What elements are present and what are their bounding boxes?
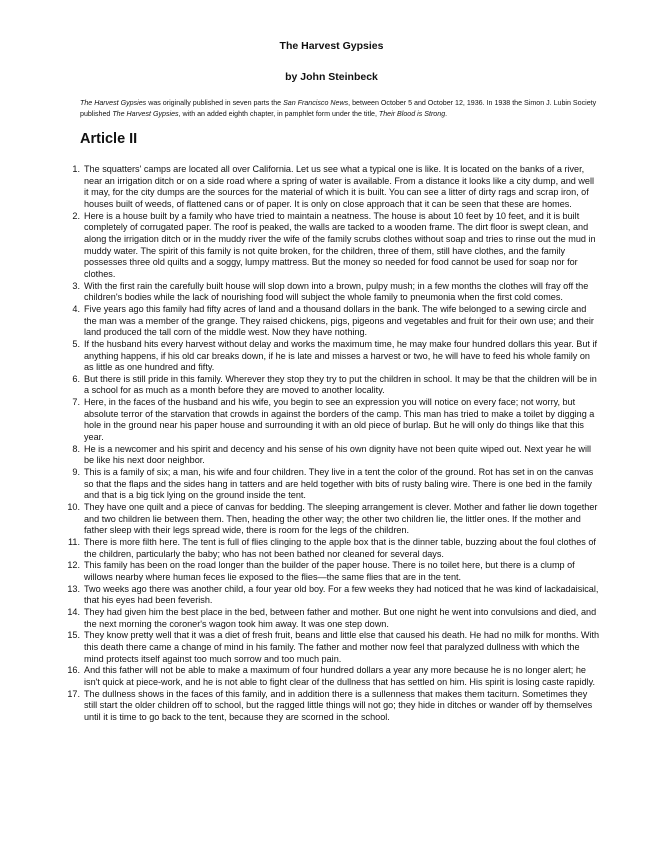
paragraph-number: 13. <box>67 583 80 594</box>
numbered-paragraph <box>60 665 600 688</box>
intro-italic-pamphlet-title: Their Blood is Strong <box>378 109 446 118</box>
numbered-paragraph <box>60 304 600 339</box>
paragraph-number: 17. <box>67 688 80 699</box>
paragraph-text: This is a family of six; a man, his wife and four children. They live in a tent the color of the ground. Rot has set in on the canvas so that the flaps and the sides hang in tatters and are held together with bits of rusty baling wire. There is one bed in the family and that is a big tick lying on the ground inside the tent. <box>84 467 594 501</box>
paragraph-number: 1. <box>72 164 80 174</box>
paragraph-number: 14. <box>67 606 80 617</box>
intro-text: , with an added eighth chapter, in pamphlet form under the title, <box>178 109 379 118</box>
intro-italic-title: The Harvest Gypsies <box>112 109 179 118</box>
numbered-paragraph <box>60 281 600 304</box>
paragraph-number: 11. <box>68 537 80 547</box>
numbered-paragraph <box>60 630 600 665</box>
paragraph-text: Five years ago this family had fifty acres of land and a thousand dollars in the bank. The wife belonged to a sewing circle and the man was a member of the grange. They raised chickens, pigs, pigeons and vegetables and fruit for their own use; and their land produced the tall corn of the middle west. Now they have nothing. <box>84 303 594 338</box>
paragraph-text: They had given him the best place in the bed, between father and mother. But one night he went into convulsions and died, and the next morning the coroner's wagon took him away. It was one step down. <box>84 606 597 629</box>
paragraph-number: 10. <box>67 502 80 513</box>
numbered-paragraph <box>60 211 600 281</box>
numbered-paragraph <box>60 560 600 583</box>
intro-text: , between October 5 and October 12, 1936. In 1938 the Simon J. Lubin Society published <box>80 99 597 118</box>
numbered-paragraph <box>60 537 600 560</box>
numbered-paragraph-list <box>60 164 600 724</box>
paragraph-text: This family has been on the road longer than the builder of the paper house. There is no toilet here, but there is a clump of willows nearby where human feces lie exposed to the flies—the same flies that are in the tent. <box>84 560 575 582</box>
paragraph-text: With the first rain the carefully built house will slop down into a brown, pulpy mush; in a few months the clothes will fray off the children's bodies while the lack of nourishing food will subject the whole family to pneumonia when the first cold comes. <box>84 280 589 303</box>
paragraph-text: The squatters' camps are located all over California. Let us see what a typical one is like. It is located on the banks of a river, near an irrigation ditch or on a side road where a spring of water is available. From a distance it looks like a city dump, and well it may, for the city dumps are the sources for the material of which it is built. You can see a litter of dirty rags and scrap iron, of houses built of weeds, of flattened cans or of paper. It is only on close approach that it can be seen that these are homes. <box>84 164 595 209</box>
paragraph-number: 7. <box>72 397 80 408</box>
paragraph-text: The dullness shows in the faces of this family, and in addition there is a sullenness that makes them taciturn. Sometimes they still start the older children off to school, but the ragged little things will not go; they hide in ditches or wander off by themselves until it is time to go back to the tent, because they are scorned in the school. <box>84 688 593 722</box>
numbered-paragraph <box>60 607 600 630</box>
intro-text: was originally published in seven parts the <box>146 99 284 107</box>
paragraph-text: Two weeks ago there was another child, a four year old boy. For a few weeks they had noticed that he was kind of lackadaisical, that his eyes had been feverish. <box>84 583 599 606</box>
numbered-paragraph <box>60 397 600 444</box>
intro-text: . <box>445 109 448 118</box>
intro-italic-title: The Harvest Gypsies <box>80 99 147 107</box>
section-heading: Article II <box>80 131 138 147</box>
paragraph-number: 8. <box>72 443 80 454</box>
numbered-paragraph <box>60 444 600 467</box>
document-title: The Harvest Gypsies <box>279 40 384 52</box>
paragraph-number: 15. <box>67 630 80 641</box>
paragraph-number: 4. <box>72 303 80 314</box>
paragraph-text: They have one quilt and a piece of canvas for bedding. The sleeping arrangement is clever. Mother and father lie down together and two children lie between them. Then, heading the other way; the other two children lie, the littler ones. If the mother and father sleep with their legs spread wide, there is room for the legs of the children. <box>84 502 598 536</box>
paragraph-number: 12. <box>67 560 80 571</box>
paragraph-text: Here, in the faces of the husband and his wife, you begin to see an expression you will notice on every face; not worry, but absolute terror of the starvation that crowds in against the borders of the camp. This man has tried to make a toilet by digging a hole in the ground near his paper house and surrounding it with an old piece of burlap. But he will only do things like that this year. <box>84 397 595 443</box>
numbered-paragraph <box>60 467 600 502</box>
numbered-paragraph <box>60 164 600 211</box>
numbered-paragraph <box>60 502 600 537</box>
numbered-paragraph <box>60 689 600 724</box>
publication-note <box>80 98 600 119</box>
paragraph-number: 2. <box>72 210 80 221</box>
intro-italic-newspaper: San Francisco News <box>283 99 349 107</box>
paragraph-text: Here is a house built by a family who have tried to maintain a neatness. The house is about 10 feet by 10 feet, and it is built completely of corrugated paper. The roof is peaked, the walls are tacked to a wooden frame. The dirt floor is swept clean, and along the irrigation ditch or in the muddy river the wife of the family scrubs clothes without soap and tries to rinse out the mud in muddy water. The spirit of this family is not quite broken, for the children, three of them, still have clothes, and the family possesses three old quilts and a soggy, lumpy mattress. But the money so needed for food cannot be used for soap nor for clothes. <box>84 210 596 279</box>
paragraph-number: 16. <box>67 665 80 676</box>
numbered-paragraph <box>60 339 600 374</box>
paragraph-text: They know pretty well that it was a diet of fresh fruit, beans and little else that caused his death. He had no milk for months. With this death there came a change of mind in his family. The father and mother now feel that paralyzed dullness with which the mind protects itself against too much sorrow and too much pain. <box>84 630 600 664</box>
numbered-paragraph <box>60 374 600 397</box>
paragraph-text: If the husband hits every harvest without delay and works the maximum time, he may make four hundred dollars this year. But if anything happens, if his old car breaks down, if he is late and misses a harvest or two, he will have to feed his whole family on as little as one hundred and fifty. <box>84 338 598 373</box>
paragraph-number: 5. <box>72 338 80 349</box>
numbered-paragraph <box>60 584 600 607</box>
paragraph-number: 6. <box>72 373 80 384</box>
paragraph-number: 9. <box>72 467 80 478</box>
paragraph-text: And this father will not be able to make a maximum of four hundred dollars a year any more because he is no longer alert; he isn't quick at piece-work, and he is not able to fight clear of the dullness that has settled on him. His spirit is losing caste rapidly. <box>84 665 596 687</box>
paragraph-text: But there is still pride in this family. Wherever they stop they try to put the children in school. It may be that the children will be in a school for as much as a month before they are moved to another locality. <box>84 373 597 396</box>
paragraph-number: 3. <box>72 280 80 291</box>
author-line: by John Steinbeck <box>285 71 378 83</box>
paragraph-text: He is a newcomer and his spirit and decency and his sense of his own dignity have not been quite wiped out. Next year he will be like his next door neighbor. <box>84 443 592 466</box>
paragraph-text: There is more filth here. The tent is full of flies clinging to the apple box that is the dinner table, buzzing about the foul clothes of the children, particularly the baby; who has not been bathed nor cleaned for several days. <box>84 537 596 559</box>
